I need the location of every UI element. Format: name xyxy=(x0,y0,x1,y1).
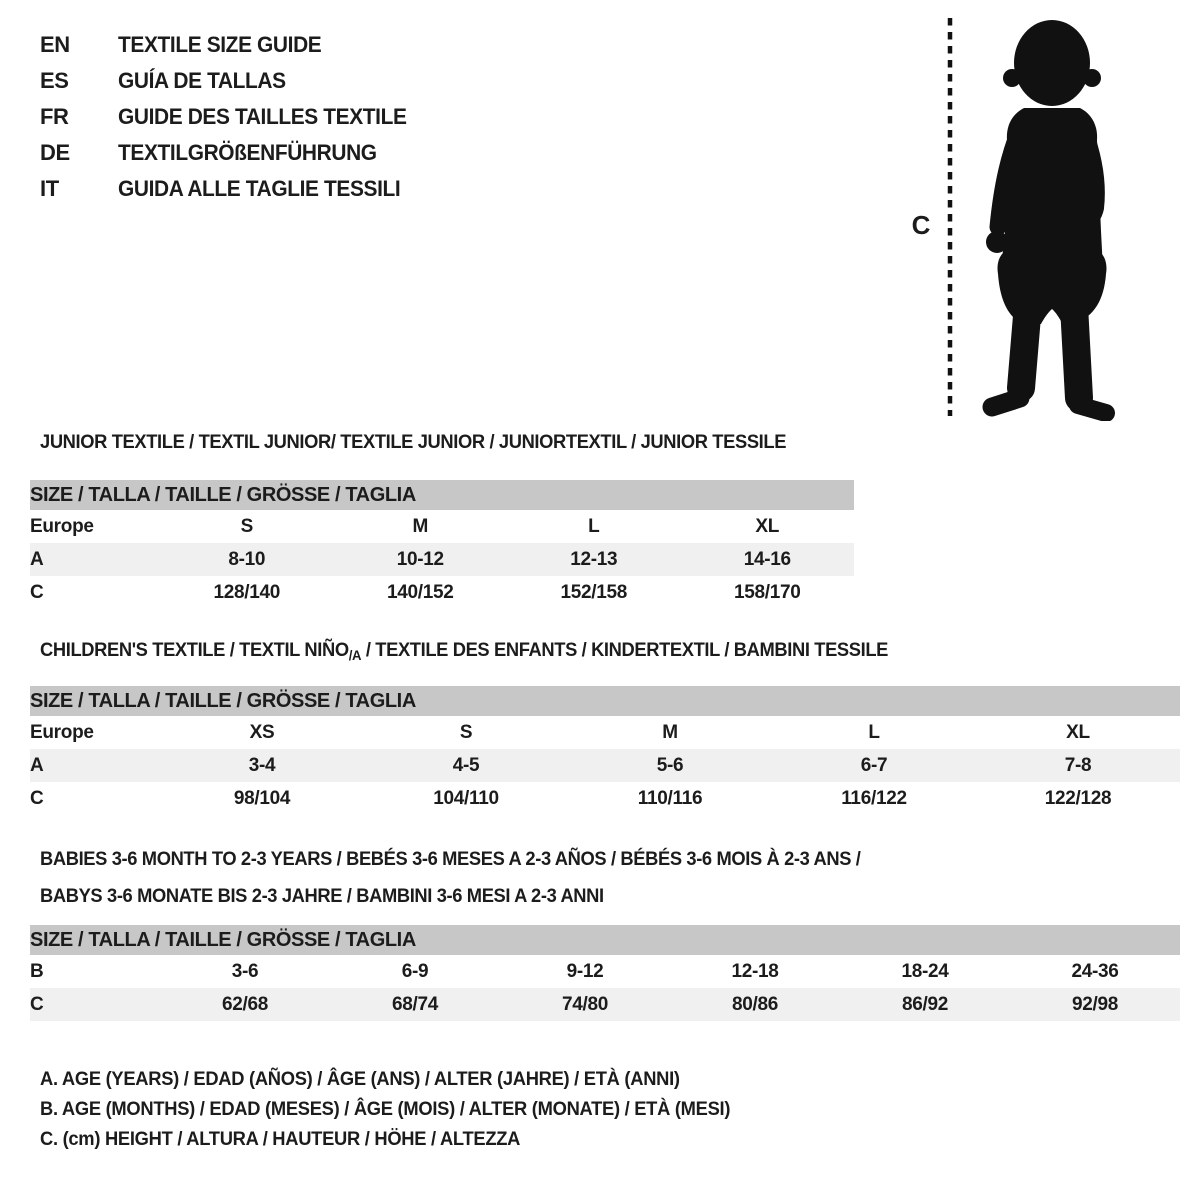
age-months-cell: 24-36 xyxy=(1071,960,1119,982)
height-cell: 128/140 xyxy=(213,581,281,603)
size-cell: S xyxy=(240,515,253,537)
children-title-sub: /A xyxy=(348,647,362,663)
table-row xyxy=(30,716,1180,749)
size-header-row xyxy=(30,480,854,510)
legend-line-b: B. AGE (MONTHS) / EDAD (MESES) / ÂGE (MOIS) / ALTER (MONATE) / ETÀ (MESI) xyxy=(40,1098,731,1120)
row-label: Europe xyxy=(30,721,94,743)
height-cell: 158/170 xyxy=(733,581,801,603)
row-label: C xyxy=(30,787,44,809)
row-label: A xyxy=(30,754,44,776)
height-cell: 68/74 xyxy=(391,993,439,1015)
size-cell: M xyxy=(412,515,429,537)
height-dashed-line-icon xyxy=(946,16,954,418)
height-cell: 86/92 xyxy=(901,993,949,1015)
children-section-title xyxy=(40,638,888,667)
size-header-row xyxy=(30,925,1180,955)
row-label: C xyxy=(30,581,44,603)
height-measure-label: C xyxy=(911,210,931,240)
size-cell: L xyxy=(588,515,600,537)
height-cell: 104/110 xyxy=(433,787,499,809)
age-months-cell: 12-18 xyxy=(731,960,779,982)
language-title-list xyxy=(40,27,422,207)
babies-size-table xyxy=(30,925,1180,1021)
age-cell: 4-5 xyxy=(452,754,480,776)
age-cell: 5-6 xyxy=(656,754,684,776)
height-cell: 110/116 xyxy=(637,787,703,809)
age-cell: 12-13 xyxy=(570,548,618,570)
table-row xyxy=(30,510,854,543)
age-cell: 6-7 xyxy=(860,754,888,776)
language-row-fr xyxy=(40,99,422,135)
size-header-bar: SIZE / TALLA / TAILLE / GRÖSSE / TAGLIA xyxy=(30,480,854,510)
language-code: FR xyxy=(40,104,69,129)
language-row-en xyxy=(40,27,422,63)
height-cell: 152/158 xyxy=(560,581,628,603)
size-header-bar: SIZE / TALLA / TAILLE / GRÖSSE / TAGLIA xyxy=(30,925,1180,955)
height-cell: 80/86 xyxy=(731,993,779,1015)
size-cell: M xyxy=(662,721,678,743)
babies-section-title xyxy=(40,841,913,915)
height-cell: 92/98 xyxy=(1071,993,1119,1015)
toddler-silhouette-icon xyxy=(960,16,1144,421)
junior-size-table xyxy=(30,480,854,609)
height-cell: 74/80 xyxy=(561,993,609,1015)
age-months-cell: 18-24 xyxy=(901,960,949,982)
height-cell: 116/122 xyxy=(841,787,907,809)
language-row-it xyxy=(40,171,422,207)
row-label: Europe xyxy=(30,515,94,537)
age-cell: 8-10 xyxy=(228,548,266,570)
size-cell: S xyxy=(459,721,473,743)
measurement-legend xyxy=(40,1064,774,1154)
age-months-cell: 6-9 xyxy=(401,960,429,982)
guide-title-it: GUIDA ALLE TAGLIE TESSILI xyxy=(118,176,401,201)
guide-title-de: TEXTILGRÖßENFÜHRUNG xyxy=(118,140,377,165)
children-title-prefix: CHILDREN'S TEXTILE / TEXTIL NIÑO xyxy=(40,639,349,661)
table-row xyxy=(30,955,1180,988)
row-label: B xyxy=(30,960,44,982)
height-cell: 140/152 xyxy=(386,581,454,603)
table-row xyxy=(30,749,1180,782)
guide-title-es: GUÍA DE TALLAS xyxy=(118,68,286,93)
babies-title-line2: BABYS 3-6 MONATE BIS 2-3 JAHRE / BAMBINI 3-6 MESI A 2-3 ANNI xyxy=(40,885,604,907)
table-row xyxy=(30,576,854,609)
legend-line-c: C. (cm) HEIGHT / ALTURA / HAUTEUR / HÖHE / ALTEZZA xyxy=(40,1128,521,1150)
age-cell: 7-8 xyxy=(1064,754,1092,776)
age-months-cell: 3-6 xyxy=(231,960,259,982)
guide-title-fr: GUIDE DES TAILLES TEXTILE xyxy=(118,104,407,129)
size-cell: XL xyxy=(755,515,780,537)
children-size-table xyxy=(30,686,1180,815)
size-header-bar: SIZE / TALLA / TAILLE / GRÖSSE / TAGLIA xyxy=(30,686,1180,716)
size-cell: XL xyxy=(1066,721,1090,743)
table-row xyxy=(30,782,1180,815)
language-code: EN xyxy=(40,32,70,57)
size-cell: XS xyxy=(249,721,275,743)
age-cell: 10-12 xyxy=(396,548,444,570)
children-title-suffix: / TEXTILE DES ENFANTS / KINDERTEXTIL / BAMBINI TESSILE xyxy=(361,639,889,661)
language-code: ES xyxy=(40,68,69,93)
row-label: C xyxy=(30,993,44,1015)
babies-title-line1: BABIES 3-6 MONTH TO 2-3 YEARS / BEBÉS 3-6 MESES A 2-3 AÑOS / BÉBÉS 3-6 MOIS À 2-3 ANS / xyxy=(40,848,861,870)
language-row-es xyxy=(40,63,422,99)
language-code: DE xyxy=(40,140,70,165)
age-cell: 14-16 xyxy=(743,548,791,570)
legend-line-a: A. AGE (YEARS) / EDAD (AÑOS) / ÂGE (ANS) / ALTER (JAHRE) / ETÀ (ANNI) xyxy=(40,1068,680,1090)
age-cell: 3-4 xyxy=(248,754,276,776)
table-row xyxy=(30,988,1180,1021)
height-cell: 98/104 xyxy=(233,787,291,809)
height-cell: 62/68 xyxy=(221,993,269,1015)
language-code: IT xyxy=(40,176,59,201)
guide-title-en: TEXTILE SIZE GUIDE xyxy=(118,32,322,57)
size-cell: L xyxy=(868,721,880,743)
age-months-cell: 9-12 xyxy=(566,960,604,982)
table-row xyxy=(30,543,854,576)
size-header-row xyxy=(30,686,1180,716)
height-cell: 122/128 xyxy=(1044,787,1112,809)
row-label: A xyxy=(30,548,44,570)
junior-section-title: JUNIOR TEXTILE / TEXTIL JUNIOR/ TEXTILE JUNIOR / JUNIORTEXTIL / JUNIOR TESSILE xyxy=(40,431,787,453)
language-row-de xyxy=(40,135,422,171)
